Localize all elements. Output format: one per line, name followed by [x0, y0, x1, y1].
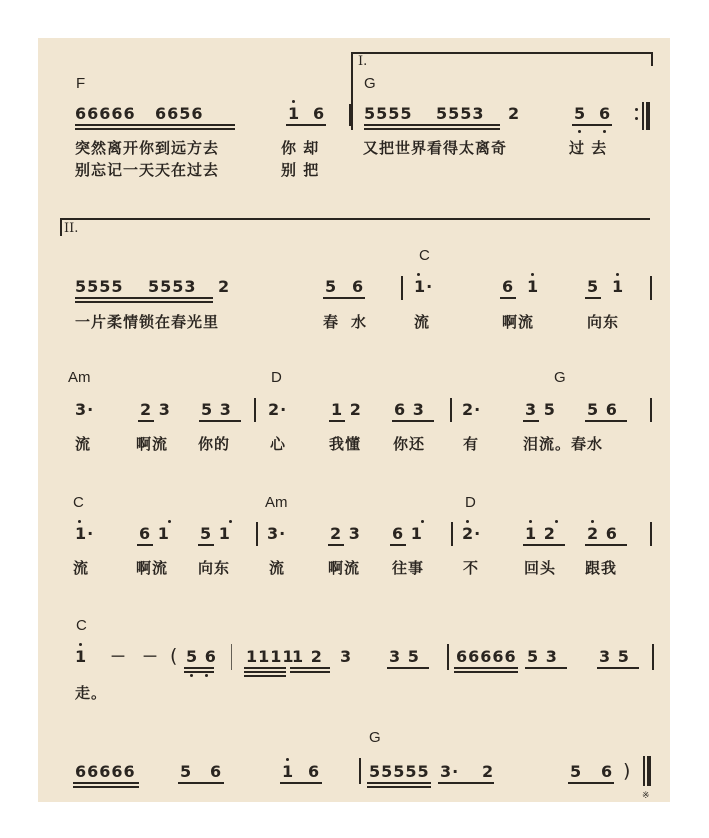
- note-pair: 3 5: [525, 400, 556, 419]
- note-pair: 3 5: [599, 647, 630, 666]
- notes-group: 5553: [148, 277, 197, 296]
- note: 3: [340, 647, 353, 666]
- close-paren: ): [623, 760, 632, 782]
- note-6: 6: [599, 104, 612, 123]
- note-pair: 6 1: [392, 524, 423, 543]
- note: 2·: [268, 400, 288, 419]
- lyric-line: 又把世界看得太离奇: [363, 139, 508, 157]
- lyric: 你还: [393, 435, 426, 453]
- chord-c: C: [419, 247, 430, 264]
- notes-group: 66666: [75, 762, 136, 781]
- notes-group: 5555: [75, 277, 124, 296]
- lyric: 我懂: [329, 435, 362, 453]
- volta-2-bracket: [60, 218, 650, 220]
- note-pair: 2 3: [140, 400, 171, 419]
- corner-mark: ※: [642, 791, 650, 801]
- notes-group: 66666: [456, 647, 517, 666]
- notes-group: 6656: [155, 104, 204, 123]
- note: 3·: [75, 400, 95, 419]
- volta-1-label: I.: [358, 54, 368, 69]
- lyric: 啊流: [136, 435, 169, 453]
- note-pair: 5 6: [587, 400, 618, 419]
- volta-1-bracket: [351, 52, 653, 54]
- chord-g: G: [369, 729, 381, 746]
- lyric: 不: [463, 559, 480, 577]
- chord-am: Am: [265, 494, 288, 511]
- lyric: 泪流。春水: [523, 435, 604, 453]
- note-high-1: 1: [288, 104, 301, 123]
- lyric: 春: [323, 313, 340, 331]
- lyric-line: 突然离开你到远方去: [75, 139, 220, 157]
- lyric: 啊流: [502, 313, 535, 331]
- note: 2: [482, 762, 495, 781]
- note-pair: 3 5: [389, 647, 420, 666]
- chord-g: G: [364, 75, 376, 92]
- note-pair: 6 3: [394, 400, 425, 419]
- note-high-1-dotted: 1·: [414, 277, 434, 296]
- chord-c: C: [76, 617, 87, 634]
- chord-am: Am: [68, 369, 91, 386]
- note-6: 6: [502, 277, 515, 296]
- note: 3·: [440, 762, 460, 781]
- note-pair: 1 2: [525, 524, 556, 543]
- score-page: [38, 38, 670, 802]
- lyric: 流: [414, 313, 431, 331]
- note-pair: 5 3: [527, 647, 558, 666]
- dash: －: [110, 647, 128, 666]
- chord-d: D: [465, 494, 476, 511]
- lyric: 往事: [392, 559, 425, 577]
- note: 2·: [462, 400, 482, 419]
- note-pair: 5 1: [200, 524, 231, 543]
- lyric-line: 别忘记一天天在过去: [75, 161, 220, 179]
- note-2: 2: [508, 104, 521, 123]
- lyric-line: 别 把: [281, 161, 320, 179]
- note-high-1: 1: [282, 762, 295, 781]
- note-pair: 2 6: [587, 524, 618, 543]
- note: 6: [308, 762, 321, 781]
- volta-2-label: II.: [64, 221, 79, 236]
- lyric: 啊流: [136, 559, 169, 577]
- notes-group: 66666: [75, 104, 136, 123]
- note-pair: 6 1: [139, 524, 170, 543]
- lyric: 走。: [75, 684, 108, 702]
- lyric: 心: [270, 435, 287, 453]
- lyric-line: 一片柔情锁在春光里: [75, 313, 220, 331]
- note: 5: [180, 762, 193, 781]
- note: 5: [570, 762, 583, 781]
- note-6: 6: [352, 277, 365, 296]
- lyric-line: 过 去: [569, 139, 608, 157]
- notes-group: 5553: [436, 104, 485, 123]
- lyric-line: 你 却: [281, 139, 320, 157]
- note-high-2-dotted: 2·: [462, 524, 482, 543]
- note-pair: 5 3: [201, 400, 232, 419]
- dash: －: [142, 647, 160, 666]
- note-high-1: 1: [527, 277, 540, 296]
- note: 6: [210, 762, 223, 781]
- notes-group: 1111: [246, 647, 295, 666]
- note: 3·: [267, 524, 287, 543]
- notes-group: 55555: [369, 762, 430, 781]
- note-high-1: 1: [612, 277, 625, 296]
- lyric: 向东: [198, 559, 231, 577]
- note-5: 5: [587, 277, 600, 296]
- lyric: 水: [351, 313, 368, 331]
- note: 6: [601, 762, 614, 781]
- chord-f: F: [76, 75, 86, 92]
- note-pair: 2 3: [330, 524, 361, 543]
- note-5: 5: [325, 277, 338, 296]
- lyric: 流: [73, 559, 90, 577]
- note-high-1-dotted: 1·: [75, 524, 95, 543]
- note-2: 2: [218, 277, 231, 296]
- chord-c: C: [73, 494, 84, 511]
- chord-g: G: [554, 369, 566, 386]
- lyric: 流: [269, 559, 286, 577]
- open-paren: (: [170, 645, 179, 667]
- lyric: 你的: [198, 435, 231, 453]
- lyric: 流: [75, 435, 92, 453]
- lyric: 跟我: [585, 559, 618, 577]
- lyric: 有: [463, 435, 480, 453]
- note-5: 5: [574, 104, 587, 123]
- lyric: 向东: [587, 313, 620, 331]
- lyric: 回头: [524, 559, 557, 577]
- note-pair: 1 2: [331, 400, 362, 419]
- note-pair: 5 6: [186, 647, 217, 666]
- note-high-1: 1: [75, 647, 88, 666]
- note-pair: 1 2: [292, 647, 323, 666]
- notes-group: 5555: [364, 104, 413, 123]
- lyric: 啊流: [328, 559, 361, 577]
- note-6: 6: [313, 104, 326, 123]
- chord-d: D: [271, 369, 282, 386]
